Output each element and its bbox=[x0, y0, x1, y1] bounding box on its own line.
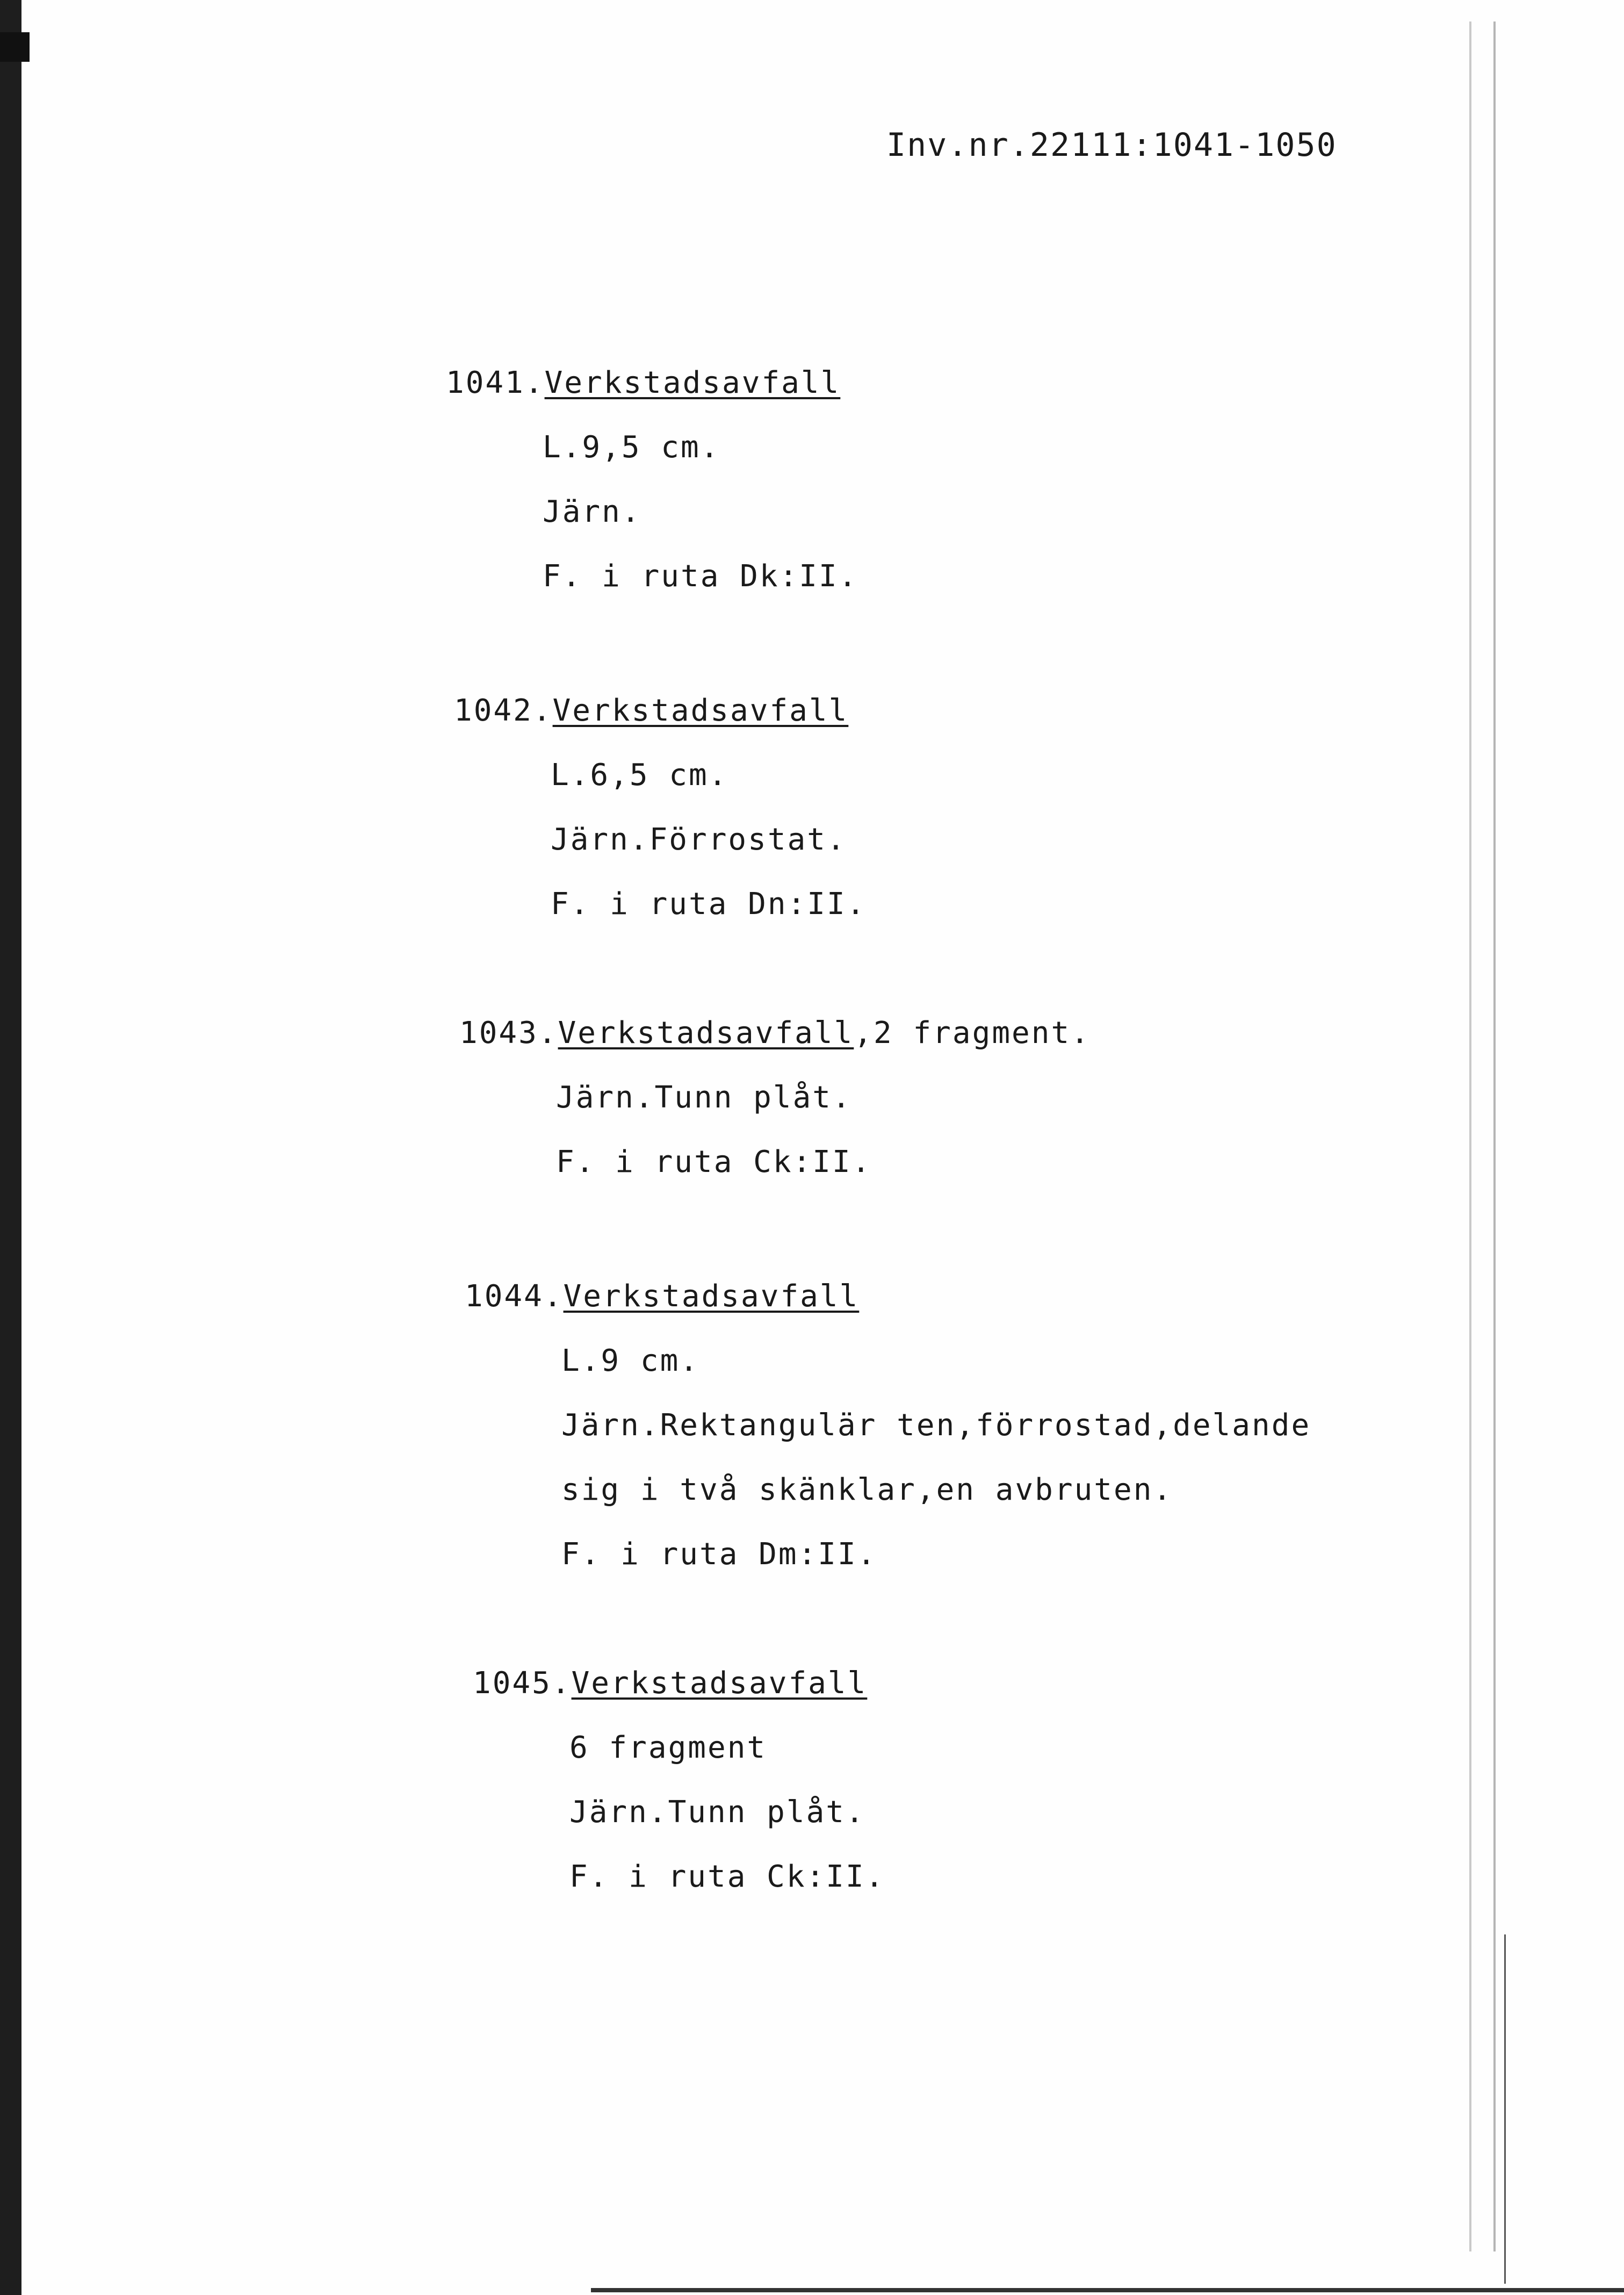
entry-line: Järn.Tunn plåt. bbox=[556, 1080, 852, 1115]
entry-line: 6 fragment bbox=[569, 1730, 767, 1765]
page-edge-line bbox=[1504, 1934, 1506, 2284]
entry-heading bbox=[473, 1666, 867, 1701]
entry-title: Verkstadsavfall bbox=[552, 693, 849, 728]
inventory-number: Inv.nr.22111:1041-1050 bbox=[886, 126, 1337, 164]
entry-title: Verkstadsavfall bbox=[544, 365, 841, 400]
entry-number: 1043. bbox=[459, 1016, 558, 1051]
entry-line: F. i ruta Dk:II. bbox=[543, 559, 858, 594]
entry-number: 1045. bbox=[473, 1666, 572, 1701]
entry-line: F. i ruta Dm:II. bbox=[561, 1537, 877, 1572]
entry-line: Järn.Förrostat. bbox=[551, 822, 847, 857]
entry-line: Järn.Tunn plåt. bbox=[569, 1795, 865, 1830]
entry-line: sig i två skänklar,en avbruten. bbox=[561, 1472, 1173, 1507]
entry-heading bbox=[459, 1016, 1091, 1051]
entry-title: Verkstadsavfall bbox=[563, 1279, 860, 1314]
entry-title-extra: ,2 fragment. bbox=[854, 1016, 1091, 1051]
entry-title: Verkstadsavfall bbox=[571, 1666, 868, 1701]
entry-line: L.6,5 cm. bbox=[551, 758, 728, 793]
entry-number: 1044. bbox=[465, 1279, 564, 1314]
entry-line: F. i ruta Dn:II. bbox=[551, 887, 867, 922]
page-bottom-edge bbox=[591, 2288, 1624, 2292]
binding-edge bbox=[0, 0, 21, 2295]
page-edge-line bbox=[1469, 21, 1471, 2251]
page-edge-line bbox=[1493, 21, 1496, 2251]
entry-title: Verkstadsavfall bbox=[558, 1016, 854, 1051]
entry-heading bbox=[465, 1279, 859, 1314]
entry-heading bbox=[446, 365, 840, 400]
binding-tab bbox=[0, 32, 30, 62]
entry-line: L.9 cm. bbox=[561, 1343, 700, 1378]
entry-line: F. i ruta Ck:II. bbox=[569, 1859, 885, 1894]
entry-line: Järn.Rektangulär ten,förrostad,delande bbox=[561, 1408, 1311, 1443]
entry-line: F. i ruta Ck:II. bbox=[556, 1145, 872, 1179]
entry-number: 1042. bbox=[454, 693, 553, 728]
entry-line: L.9,5 cm. bbox=[543, 430, 720, 465]
entry-line: Järn. bbox=[543, 494, 641, 529]
entry-heading bbox=[454, 693, 848, 728]
entry-number: 1041. bbox=[446, 365, 545, 400]
